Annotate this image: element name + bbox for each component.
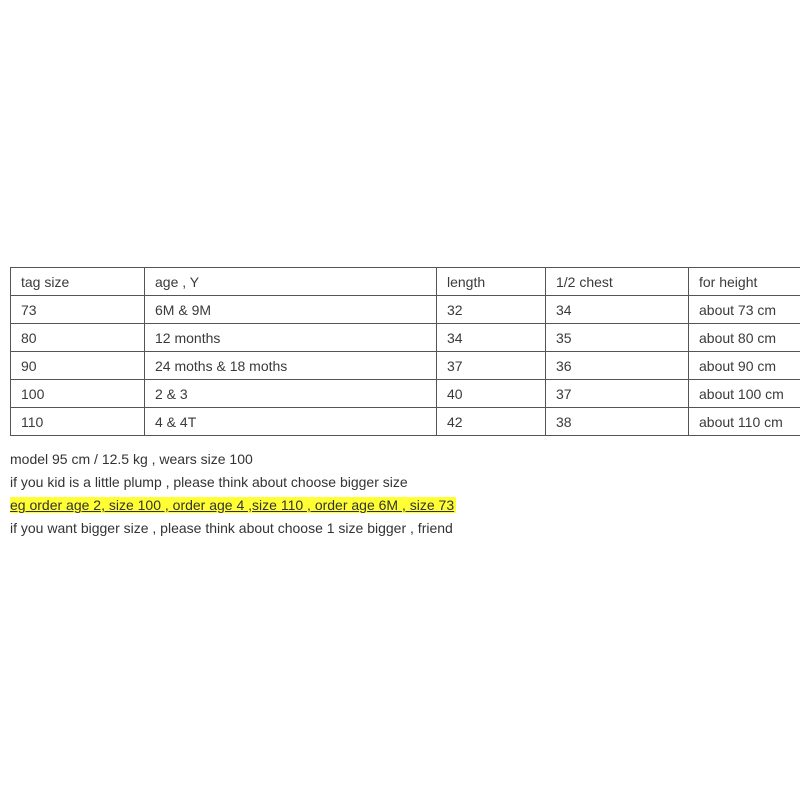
table-row	[11, 296, 800, 324]
plump-note: if you kid is a little plump , please think about choose bigger size	[10, 474, 408, 490]
cell-half-chest: 38	[546, 408, 689, 436]
cell-age: 12 months	[145, 324, 437, 352]
table-row	[11, 408, 800, 436]
cell-length: 32	[437, 296, 546, 324]
cell-half-chest: 34	[546, 296, 689, 324]
cell-half-chest: 37	[546, 380, 689, 408]
header-for-height: for height	[689, 268, 800, 296]
cell-age: 4 & 4T	[145, 408, 437, 436]
cell-tag-size: 110	[11, 408, 145, 436]
header-half-chest: 1/2 chest	[546, 268, 689, 296]
model-note: model 95 cm / 12.5 kg , wears size 100	[10, 451, 253, 467]
table-row	[11, 380, 800, 408]
cell-tag-size: 80	[11, 324, 145, 352]
cell-age: 24 moths & 18 moths	[145, 352, 437, 380]
cell-for-height: about 100 cm	[689, 380, 800, 408]
cell-for-height: about 110 cm	[689, 408, 800, 436]
cell-tag-size: 73	[11, 296, 145, 324]
header-tag-size: tag size	[11, 268, 145, 296]
table-row	[11, 352, 800, 380]
cell-half-chest: 36	[546, 352, 689, 380]
bigger-size-note: if you want bigger size , please think about choose 1 size bigger , friend	[10, 520, 453, 536]
order-example-highlight: eg order age 2, size 100 , order age 4 ,size 110 , order age 6M , size 73	[10, 497, 455, 513]
cell-for-height: about 80 cm	[689, 324, 800, 352]
header-length: length	[437, 268, 546, 296]
size-notes	[10, 448, 456, 540]
cell-for-height: about 73 cm	[689, 296, 800, 324]
header-age: age , Y	[145, 268, 437, 296]
size-chart-table	[10, 267, 800, 436]
cell-length: 34	[437, 324, 546, 352]
cell-for-height: about 90 cm	[689, 352, 800, 380]
cell-length: 40	[437, 380, 546, 408]
cell-half-chest: 35	[546, 324, 689, 352]
table-header-row	[11, 268, 800, 296]
cell-age: 2 & 3	[145, 380, 437, 408]
cell-tag-size: 90	[11, 352, 145, 380]
cell-age: 6M & 9M	[145, 296, 437, 324]
cell-length: 37	[437, 352, 546, 380]
cell-length: 42	[437, 408, 546, 436]
cell-tag-size: 100	[11, 380, 145, 408]
table-row	[11, 324, 800, 352]
